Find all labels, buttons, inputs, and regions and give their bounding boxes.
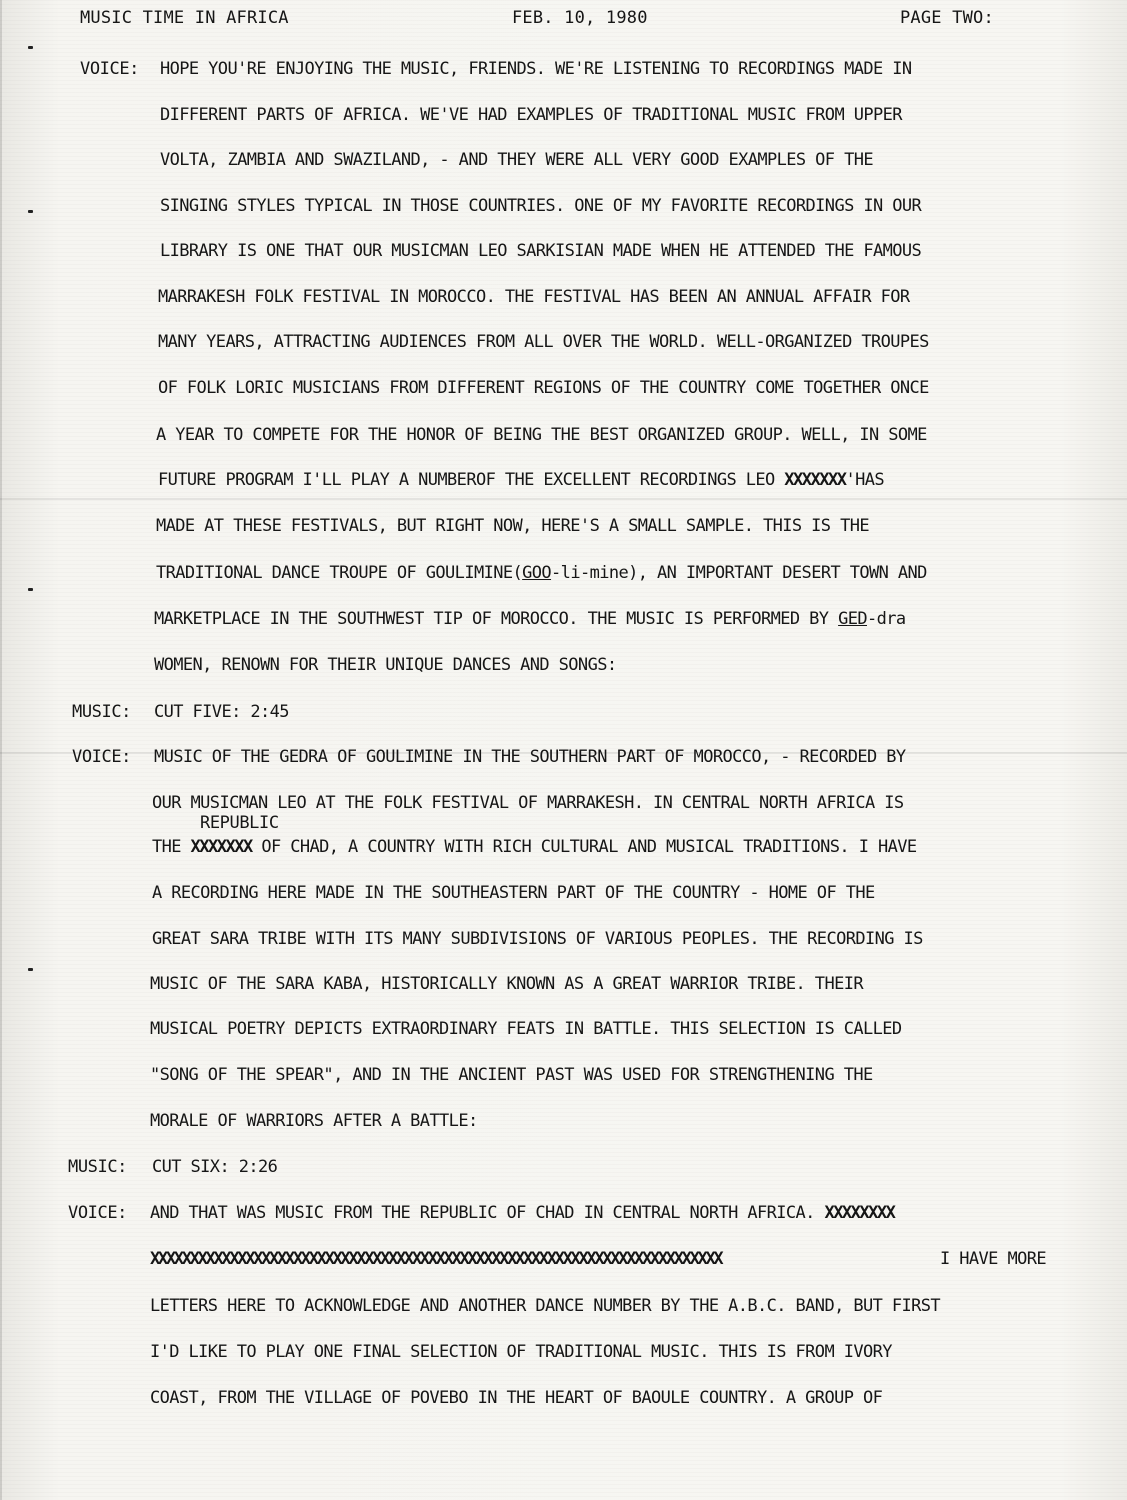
text-run: 'HAS (845, 470, 884, 490)
underlined-text: GOO (522, 563, 552, 583)
page-number: PAGE TWO: (900, 8, 994, 28)
script-line (156, 562, 927, 584)
text-run: FUTURE PROGRAM I'LL PLAY A NUMBEROF THE EXCELLENT RECORDINGS LEO (158, 470, 785, 490)
voice-label: VOICE: (80, 59, 140, 79)
script-line: MUSICAL POETRY DEPICTS EXTRAORDINARY FEATS IN BATTLE. THIS SELECTION IS CALLED (150, 1019, 902, 1039)
script-line: OF FOLK LORIC MUSICIANS FROM DIFFERENT REGIONS OF THE COUNTRY COME TOGETHER ONCE (158, 378, 929, 398)
handwritten-insertion: REPUBLIC (200, 813, 279, 833)
script-line: MUSIC OF THE SARA KABA, HISTORICALLY KNOWN AS A GREAT WARRIOR TRIBE. THEIR (150, 974, 863, 994)
underlined-text: GED (838, 609, 867, 629)
script-line (150, 1202, 894, 1224)
script-line: I'D LIKE TO PLAY ONE FINAL SELECTION OF TRADITIONAL MUSIC. THIS IS FROM IVORY (150, 1342, 892, 1362)
script-line: A RECORDING HERE MADE IN THE SOUTHEASTERN PART OF THE COUNTRY - HOME OF THE (152, 883, 875, 903)
text-run: MARKETPLACE IN THE SOUTHWEST TIP OF MOROCCO. THE MUSIC IS PERFORMED BY (154, 609, 839, 629)
script-line: MADE AT THESE FESTIVALS, BUT RIGHT NOW, HERE'S A SMALL SAMPLE. THIS IS THE (156, 516, 869, 536)
program-title: MUSIC TIME IN AFRICA (80, 8, 289, 28)
voice-label: VOICE: (72, 747, 132, 767)
margin-mark (28, 46, 33, 49)
script-line: MUSIC OF THE GEDRA OF GOULIMINE IN THE SOUTHERN PART OF MOROCCO, - RECORDED BY (154, 747, 906, 767)
margin-mark (28, 968, 33, 971)
script-line: GREAT SARA TRIBE WITH ITS MANY SUBDIVISIONS OF VARIOUS PEOPLES. THE RECORDING IS (152, 929, 923, 949)
page-edge-shadow (0, 0, 2, 1500)
struck-out-line: XXXXXXXXXXXXXXXXXXXXXXXXXXXXXXXXXXXXXXXXXXXXXXXXXXXXXXXXXXXXXXXXXXXXXXXX (150, 1249, 722, 1269)
script-line: SINGING STYLES TYPICAL IN THOSE COUNTRIES. ONE OF MY FAVORITE RECORDINGS IN OUR (160, 196, 922, 216)
script-line: LETTERS HERE TO ACKNOWLEDGE AND ANOTHER DANCE NUMBER BY THE A.B.C. BAND, BUT FIRST (150, 1296, 941, 1316)
margin-mark (28, 210, 33, 213)
script-line: DIFFERENT PARTS OF AFRICA. WE'VE HAD EXAMPLES OF TRADITIONAL MUSIC FROM UPPER (160, 105, 902, 125)
text-run: -dra (866, 609, 906, 629)
music-cue: CUT SIX: 2:26 (152, 1157, 278, 1177)
text-run: -li-mine), AN IMPORTANT DESERT TOWN AND (551, 563, 927, 583)
script-line: VOLTA, ZAMBIA AND SWAZILAND, - AND THEY WERE ALL VERY GOOD EXAMPLES OF THE (160, 150, 873, 170)
script-line: HOPE YOU'RE ENJOYING THE MUSIC, FRIENDS. WE'RE LISTENING TO RECORDINGS MADE IN (160, 59, 912, 79)
broadcast-date: FEB. 10, 1980 (512, 8, 648, 28)
text-run: AND THAT WAS MUSIC FROM THE REPUBLIC OF CHAD IN CENTRAL NORTH AFRICA. (150, 1203, 825, 1223)
script-line: A YEAR TO COMPETE FOR THE HONOR OF BEING THE BEST ORGANIZED GROUP. WELL, IN SOME (156, 425, 927, 445)
script-line: I HAVE MORE (940, 1249, 1046, 1269)
script-line: "SONG OF THE SPEAR", AND IN THE ANCIENT PAST WAS USED FOR STRENGTHENING THE (150, 1065, 873, 1085)
text-run: THE (152, 837, 191, 857)
script-line (154, 608, 906, 630)
paper-fold-line (0, 498, 1127, 500)
script-line: MORALE OF WARRIORS AFTER A BATTLE: (150, 1111, 478, 1131)
struck-out-text: XXXXXXX (784, 470, 846, 490)
music-cue: CUT FIVE: 2:45 (154, 702, 289, 722)
margin-mark (28, 588, 33, 591)
script-line: MARRAKESH FOLK FESTIVAL IN MOROCCO. THE FESTIVAL HAS BEEN AN ANNUAL AFFAIR FOR (158, 287, 910, 307)
struck-out-text: XXXXXXXX (824, 1203, 895, 1223)
text-run: TRADITIONAL DANCE TROUPE OF GOULIMINE( (156, 563, 523, 583)
voice-label: VOICE: (68, 1203, 128, 1223)
script-line: MANY YEARS, ATTRACTING AUDIENCES FROM ALL OVER THE WORLD. WELL-ORGANIZED TROUPES (158, 332, 929, 352)
script-line: COAST, FROM THE VILLAGE OF POVEBO IN THE HEART OF BAOULE COUNTRY. A GROUP OF (150, 1388, 883, 1408)
text-run: OF CHAD, A COUNTRY WITH RICH CULTURAL AND MUSICAL TRADITIONS. I HAVE (251, 837, 917, 857)
script-line: LIBRARY IS ONE THAT OUR MUSICMAN LEO SARKISIAN MADE WHEN HE ATTENDED THE FAMOUS (160, 241, 922, 261)
music-label: MUSIC: (72, 702, 132, 722)
script-line (152, 836, 917, 858)
music-label: MUSIC: (68, 1157, 128, 1177)
page-header (80, 8, 1080, 38)
script-line (158, 469, 884, 491)
script-line: OUR MUSICMAN LEO AT THE FOLK FESTIVAL OF MARRAKESH. IN CENTRAL NORTH AFRICA IS (152, 793, 904, 813)
struck-out-text: XXXXXXX (190, 837, 252, 857)
script-line: WOMEN, RENOWN FOR THEIR UNIQUE DANCES AND SONGS: (154, 655, 617, 675)
